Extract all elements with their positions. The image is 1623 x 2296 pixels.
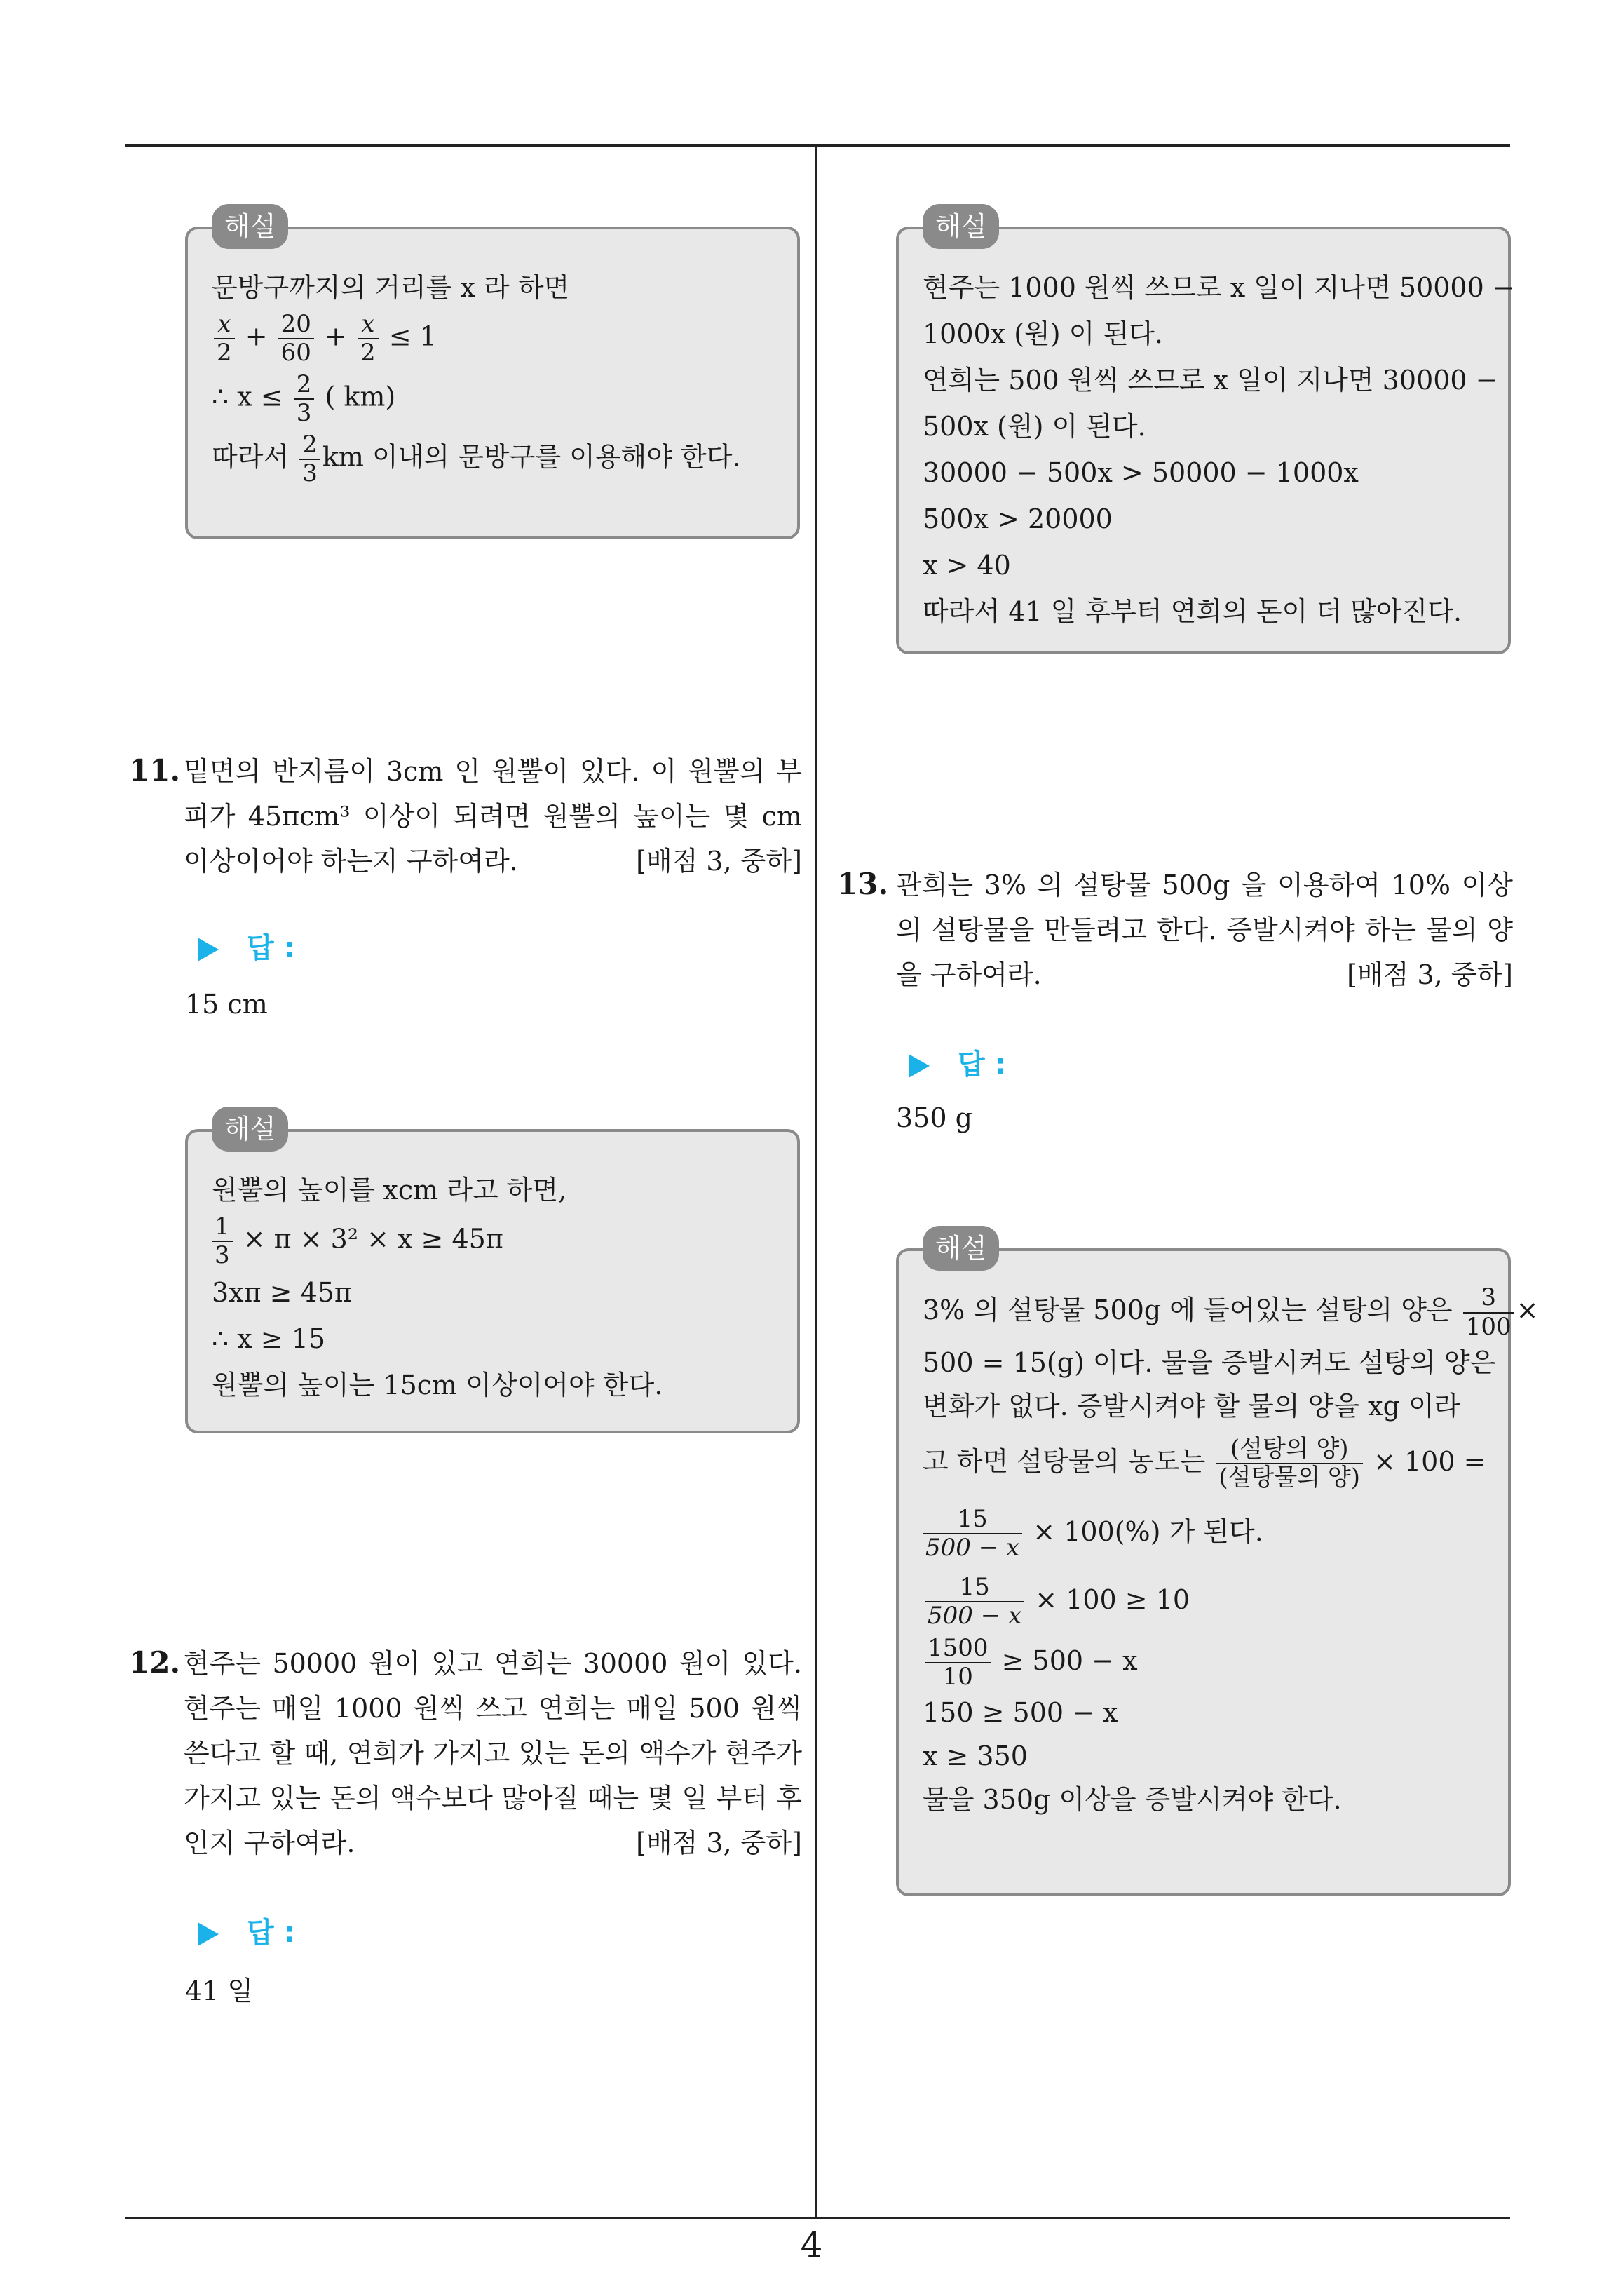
solution-equation: $\frac{1}{3}$ × π × 3² × x ≥ 45π [212,1213,775,1269]
question-12 [184,1641,802,1865]
solution-line: 연희는 500 원씩 쓰므로 x 일이 지나면 30000 − [923,365,1498,396]
column-divider [815,144,817,2218]
solution-tag: 해설 [923,204,999,249]
answer-value: 41 일 [185,1976,254,2006]
question-score: [배점 3, 중하] [636,846,802,877]
solution-line: 물을 350g 이상을 증발시켜야 한다. [923,1784,1342,1816]
fraction: $\frac{\text{(설탕의 양)}}{\text{(설탕물의 양)}}$ [1216,1436,1363,1492]
fraction: $\frac{x}{2}$ [358,311,379,367]
solution-line: 30000 − 500x > 50000 − 1000x [923,457,1359,488]
question-text: 관희는 3% 의 설탕물 500g 을 이용하여 10% 이상의 설탕물을 만들려고 한다. 증발시켜야 하는 물의 양을 구하여라. [896,870,1513,990]
solution-box-12 [896,211,1515,654]
answer-value: 350 g [896,1102,972,1133]
page-number: 4 [800,2224,823,2265]
solution-tag: 해설 [212,1107,288,1152]
solution-box-13 [896,1233,1539,1896]
solution-tag: 해설 [212,204,288,249]
solution-line: 500x > 20000 [923,504,1113,534]
question-text: 밑면의 반지름이 3cm 인 원뿔이 있다. 이 원뿔의 부피가 45πcm³ 이상이 되려면 원뿔의 높이는 몇 cm 이상이어야 하는지 구하여라. [184,756,802,877]
solution-inequality: $\frac{x}{2}$ + $\frac{20}{60}$ + $\frac{x}{2}$ ≤ 1 [212,311,775,367]
fraction: $\frac{3}{100}$ [1463,1284,1514,1340]
solution-line: 문방구까지의 거리를 x 라 하면 [212,272,570,303]
fraction: $\frac{15}{500 - x}$ [923,1506,1022,1562]
arrow-icon [198,938,219,961]
solution-conclusion: 따라서 $\frac{2}{3}$ km 이내의 문방구를 이용해야 한다. [212,431,741,488]
question-number: 12. [129,1645,181,1680]
arrow-icon [198,1922,219,1946]
solution-line: ∴ x ≥ 15 [212,1323,326,1355]
solution-line: 3xπ ≥ 45π [212,1277,352,1309]
question-score: [배점 3, 중하] [636,1828,802,1858]
solution-line: 변화가 없다. 증발시켜야 할 물의 양을 xg 이라 [923,1390,1460,1422]
solution-line: 고 하면 설탕물의 농도는 $\frac{\text{(설탕의 양)}}{\text{(설탕물의 양)}}$ × 100 = [923,1435,1486,1492]
solution-line: $\frac{15}{500 - x}$ × 100(%) 가 된다. [923,1495,1486,1568]
solution-line: $\frac{15}{500 - x}$ × 100 ≥ 10 [923,1568,1486,1631]
fraction: $\frac{15}{500 - x}$ [925,1574,1024,1630]
question-13 [896,863,1513,997]
fraction: $\frac{20}{60}$ [278,311,314,367]
fraction: $\frac{x}{2}$ [214,311,235,367]
solution-line: x > 40 [923,550,1011,581]
solution-line: 원뿔의 높이를 xcm 라고 하면, [212,1175,567,1206]
solution-box-11 [185,1114,800,1433]
fraction: $\frac{2}{3}$ [294,371,315,427]
solution-line: 1000x (원) 이 된다. [923,318,1163,349]
answer-label: 답 : [198,1910,295,1950]
solution-line: 원뿔의 높이는 15cm 이상이어야 한다. [212,1370,663,1401]
solution-line: $\frac{1500}{10}$ ≥ 500 − x [923,1631,1486,1691]
solution-line: 현주는 1000 원씩 쓰므로 x 일이 지나면 50000 − [923,272,1515,303]
solution-line: 500x (원) 이 된다. [923,411,1146,442]
arrow-icon [909,1054,930,1078]
answer-label: 답 : [909,1042,1006,1082]
solution-line: 따라서 41 일 후부터 연희의 돈이 더 많아진다. [923,596,1462,627]
question-number: 13. [837,867,889,901]
solution-therefore: ∴ x ≤ $\frac{2}{3}$ ( km) [212,370,396,428]
solution-line: 500 = 15(g) 이다. 물을 증발시켜도 설탕의 양은 [923,1346,1496,1378]
question-number: 11. [129,753,181,788]
fraction: $\frac{1}{3}$ [212,1213,233,1269]
bottom-rule [125,2217,1510,2219]
top-rule [125,144,1510,147]
fraction: $\frac{2}{3}$ [299,431,320,487]
solution-tag: 해설 [923,1226,999,1271]
answer-label: 답 : [198,926,295,966]
answer-value: 15 cm [185,989,268,1020]
fraction: $\frac{1500}{10}$ [925,1635,991,1691]
solution-box-10 [185,211,800,539]
question-11 [184,749,802,884]
question-score: [배점 3, 중하] [1347,959,1513,990]
solution-line: 3% 의 설탕물 500g 에 들어있는 설탕의 양은 $\frac{3}{100}$ × [923,1283,1539,1341]
question-text: 현주는 50000 원이 있고 연희는 30000 원이 있다. 현주는 매일 1000 원씩 쓰고 연희는 매일 500 원씩 쓴다고 할 때, 연희가 가지고 있는 돈의 액수가 현주가 가지고 있는 돈의 액수보다 많아질 때는 몇 일 부터 후인지 구하여라. [184,1648,802,1858]
solution-line: x ≥ 350 [923,1741,1028,1772]
solution-line: 150 ≥ 500 − x [923,1697,1118,1729]
